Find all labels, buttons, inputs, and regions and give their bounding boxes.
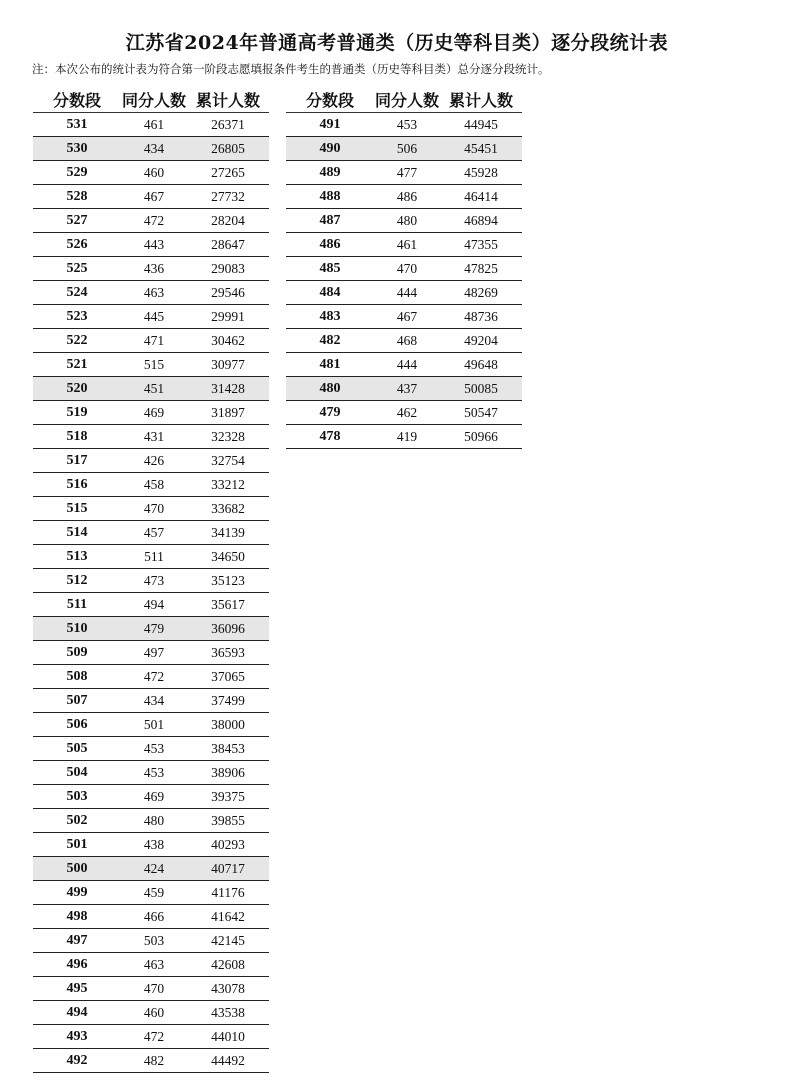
cumulative-cell: 38000	[187, 713, 269, 737]
score-cell: 481	[286, 353, 374, 377]
same-count-cell: 515	[121, 353, 187, 377]
table-row	[33, 353, 269, 377]
cumulative-cell: 40293	[187, 833, 269, 857]
score-cell: 488	[286, 185, 374, 209]
score-cell: 511	[33, 593, 121, 617]
score-cell: 526	[33, 233, 121, 257]
cumulative-cell: 49648	[440, 353, 522, 377]
table-row	[33, 425, 269, 449]
score-cell: 501	[33, 833, 121, 857]
cumulative-cell: 50547	[440, 401, 522, 425]
score-cell: 499	[33, 881, 121, 905]
cumulative-cell: 39855	[187, 809, 269, 833]
same-count-cell: 438	[121, 833, 187, 857]
score-cell: 500	[33, 857, 121, 881]
score-table-right	[286, 86, 522, 449]
score-cell: 493	[33, 1025, 121, 1049]
same-count-cell: 460	[121, 1001, 187, 1025]
same-count-cell: 460	[121, 161, 187, 185]
cumulative-cell: 44492	[187, 1049, 269, 1073]
same-count-cell: 466	[121, 905, 187, 929]
same-count-cell: 470	[121, 497, 187, 521]
table-row	[286, 353, 522, 377]
same-count-cell: 453	[121, 737, 187, 761]
same-count-cell: 494	[121, 593, 187, 617]
cumulative-cell: 46414	[440, 185, 522, 209]
table-row	[33, 833, 269, 857]
score-cell: 530	[33, 137, 121, 161]
cumulative-cell: 49204	[440, 329, 522, 353]
same-count-cell: 463	[121, 953, 187, 977]
cumulative-cell: 28204	[187, 209, 269, 233]
cumulative-cell: 31897	[187, 401, 269, 425]
score-cell: 521	[33, 353, 121, 377]
same-count-cell: 419	[374, 425, 440, 449]
score-cell: 513	[33, 545, 121, 569]
score-cell: 489	[286, 161, 374, 185]
score-cell: 514	[33, 521, 121, 545]
same-count-cell: 470	[374, 257, 440, 281]
cumulative-cell: 30977	[187, 353, 269, 377]
same-count-cell: 434	[121, 137, 187, 161]
same-count-cell: 506	[374, 137, 440, 161]
same-count-cell: 461	[121, 113, 187, 137]
score-cell: 531	[33, 113, 121, 137]
table-row	[33, 617, 269, 641]
score-cell: 506	[33, 713, 121, 737]
table-row	[33, 209, 269, 233]
table-row	[286, 113, 522, 137]
same-count-cell: 434	[121, 689, 187, 713]
table-row	[33, 473, 269, 497]
same-count-cell: 451	[121, 377, 187, 401]
cumulative-cell: 43078	[187, 977, 269, 1001]
same-count-cell: 477	[374, 161, 440, 185]
table-row	[286, 137, 522, 161]
table-row	[33, 1001, 269, 1025]
same-count-cell: 431	[121, 425, 187, 449]
same-count-cell: 480	[121, 809, 187, 833]
table-header-row	[286, 86, 522, 113]
table-row	[33, 1049, 269, 1073]
score-cell: 508	[33, 665, 121, 689]
score-cell: 516	[33, 473, 121, 497]
header-cumulative: 累计人数	[187, 86, 269, 113]
score-cell: 528	[33, 185, 121, 209]
score-cell: 504	[33, 761, 121, 785]
header-score: 分数段	[286, 86, 374, 113]
same-count-cell: 501	[121, 713, 187, 737]
same-count-cell: 482	[121, 1049, 187, 1073]
score-cell: 497	[33, 929, 121, 953]
cumulative-cell: 48269	[440, 281, 522, 305]
table-row	[33, 881, 269, 905]
cumulative-cell: 29991	[187, 305, 269, 329]
header-cumulative: 累计人数	[440, 86, 522, 113]
cumulative-cell: 26805	[187, 137, 269, 161]
same-count-cell: 459	[121, 881, 187, 905]
cumulative-cell: 37065	[187, 665, 269, 689]
same-count-cell: 458	[121, 473, 187, 497]
table-note: 注：本次公布的统计表为符合第一阶段志愿填报条件考生的普通类（历史等科目类）总分逐分段统计。	[32, 62, 550, 76]
cumulative-cell: 48736	[440, 305, 522, 329]
cumulative-cell: 34139	[187, 521, 269, 545]
score-cell: 522	[33, 329, 121, 353]
cumulative-cell: 44010	[187, 1025, 269, 1049]
score-cell: 478	[286, 425, 374, 449]
score-cell: 480	[286, 377, 374, 401]
same-count-cell: 467	[121, 185, 187, 209]
score-cell: 512	[33, 569, 121, 593]
score-cell: 524	[33, 281, 121, 305]
table-row	[33, 1025, 269, 1049]
table-row	[33, 689, 269, 713]
table-row	[33, 905, 269, 929]
cumulative-cell: 50966	[440, 425, 522, 449]
table-row	[33, 593, 269, 617]
score-cell: 484	[286, 281, 374, 305]
cumulative-cell: 42145	[187, 929, 269, 953]
table-row	[33, 713, 269, 737]
score-cell: 495	[33, 977, 121, 1001]
score-cell: 483	[286, 305, 374, 329]
same-count-cell: 453	[121, 761, 187, 785]
same-count-cell: 437	[374, 377, 440, 401]
score-cell: 520	[33, 377, 121, 401]
score-cell: 507	[33, 689, 121, 713]
score-cell: 509	[33, 641, 121, 665]
table-row	[33, 497, 269, 521]
table-row	[286, 161, 522, 185]
table-row	[33, 281, 269, 305]
table-row	[33, 329, 269, 353]
score-cell: 527	[33, 209, 121, 233]
score-cell: 496	[33, 953, 121, 977]
table-row	[286, 209, 522, 233]
table-row	[286, 425, 522, 449]
table-row	[33, 137, 269, 161]
score-cell: 510	[33, 617, 121, 641]
cumulative-cell: 27265	[187, 161, 269, 185]
table-row	[286, 233, 522, 257]
header-score: 分数段	[33, 86, 121, 113]
same-count-cell: 461	[374, 233, 440, 257]
table-row	[286, 257, 522, 281]
same-count-cell: 445	[121, 305, 187, 329]
same-count-cell: 444	[374, 281, 440, 305]
table-row	[33, 521, 269, 545]
cumulative-cell: 32754	[187, 449, 269, 473]
cumulative-cell: 36096	[187, 617, 269, 641]
cumulative-cell: 33212	[187, 473, 269, 497]
cumulative-cell: 37499	[187, 689, 269, 713]
cumulative-cell: 42608	[187, 953, 269, 977]
cumulative-cell: 28647	[187, 233, 269, 257]
table-row	[33, 305, 269, 329]
table-row	[33, 761, 269, 785]
same-count-cell: 426	[121, 449, 187, 473]
cumulative-cell: 41176	[187, 881, 269, 905]
score-cell: 490	[286, 137, 374, 161]
score-table-left	[33, 86, 269, 1073]
score-cell: 523	[33, 305, 121, 329]
score-cell: 492	[33, 1049, 121, 1073]
header-same-count: 同分人数	[374, 86, 440, 113]
table-row	[33, 809, 269, 833]
score-cell: 505	[33, 737, 121, 761]
same-count-cell: 436	[121, 257, 187, 281]
table-row	[286, 401, 522, 425]
table-row	[33, 977, 269, 1001]
table-row	[33, 113, 269, 137]
cumulative-cell: 50085	[440, 377, 522, 401]
score-cell: 525	[33, 257, 121, 281]
table-row	[286, 185, 522, 209]
same-count-cell: 503	[121, 929, 187, 953]
score-cell: 529	[33, 161, 121, 185]
same-count-cell: 472	[121, 209, 187, 233]
cumulative-cell: 47355	[440, 233, 522, 257]
table-row	[33, 737, 269, 761]
same-count-cell: 469	[121, 785, 187, 809]
same-count-cell: 457	[121, 521, 187, 545]
cumulative-cell: 39375	[187, 785, 269, 809]
table-row	[286, 329, 522, 353]
cumulative-cell: 44945	[440, 113, 522, 137]
same-count-cell: 480	[374, 209, 440, 233]
page-title: 江苏省2024年普通高考普通类（历史等科目类）逐分段统计表	[125, 32, 669, 54]
table-row	[33, 233, 269, 257]
same-count-cell: 470	[121, 977, 187, 1001]
cumulative-cell: 47825	[440, 257, 522, 281]
score-cell: 487	[286, 209, 374, 233]
table-header-row	[33, 86, 269, 113]
table-row	[286, 377, 522, 401]
table-row	[33, 785, 269, 809]
same-count-cell: 462	[374, 401, 440, 425]
table-row	[33, 929, 269, 953]
same-count-cell: 424	[121, 857, 187, 881]
table-row	[286, 281, 522, 305]
score-cell: 494	[33, 1001, 121, 1025]
cumulative-cell: 33682	[187, 497, 269, 521]
cumulative-cell: 45928	[440, 161, 522, 185]
cumulative-cell: 43538	[187, 1001, 269, 1025]
cumulative-cell: 29083	[187, 257, 269, 281]
score-cell: 503	[33, 785, 121, 809]
table-row	[33, 953, 269, 977]
same-count-cell: 467	[374, 305, 440, 329]
cumulative-cell: 29546	[187, 281, 269, 305]
same-count-cell: 453	[374, 113, 440, 137]
same-count-cell: 471	[121, 329, 187, 353]
score-cell: 479	[286, 401, 374, 425]
table-row	[33, 377, 269, 401]
score-cell: 485	[286, 257, 374, 281]
score-cell: 519	[33, 401, 121, 425]
cumulative-cell: 38906	[187, 761, 269, 785]
cumulative-cell: 34650	[187, 545, 269, 569]
same-count-cell: 486	[374, 185, 440, 209]
cumulative-cell: 35617	[187, 593, 269, 617]
same-count-cell: 444	[374, 353, 440, 377]
same-count-cell: 443	[121, 233, 187, 257]
table-row	[33, 401, 269, 425]
same-count-cell: 468	[374, 329, 440, 353]
cumulative-cell: 35123	[187, 569, 269, 593]
table-row	[33, 641, 269, 665]
same-count-cell: 463	[121, 281, 187, 305]
same-count-cell: 472	[121, 665, 187, 689]
cumulative-cell: 30462	[187, 329, 269, 353]
same-count-cell: 497	[121, 641, 187, 665]
cumulative-cell: 46894	[440, 209, 522, 233]
table-row	[33, 449, 269, 473]
score-cell: 515	[33, 497, 121, 521]
score-cell: 517	[33, 449, 121, 473]
cumulative-cell: 45451	[440, 137, 522, 161]
score-cell: 518	[33, 425, 121, 449]
table-row	[33, 161, 269, 185]
score-cell: 491	[286, 113, 374, 137]
cumulative-cell: 32328	[187, 425, 269, 449]
same-count-cell: 469	[121, 401, 187, 425]
cumulative-cell: 31428	[187, 377, 269, 401]
table-row	[33, 545, 269, 569]
cumulative-cell: 40717	[187, 857, 269, 881]
table-row	[33, 857, 269, 881]
table-row	[33, 665, 269, 689]
header-same-count: 同分人数	[121, 86, 187, 113]
table-row	[33, 569, 269, 593]
same-count-cell: 472	[121, 1025, 187, 1049]
cumulative-cell: 41642	[187, 905, 269, 929]
table-row	[33, 257, 269, 281]
cumulative-cell: 38453	[187, 737, 269, 761]
score-cell: 502	[33, 809, 121, 833]
same-count-cell: 479	[121, 617, 187, 641]
table-row	[33, 185, 269, 209]
cumulative-cell: 36593	[187, 641, 269, 665]
score-cell: 486	[286, 233, 374, 257]
cumulative-cell: 26371	[187, 113, 269, 137]
table-row	[286, 305, 522, 329]
same-count-cell: 473	[121, 569, 187, 593]
score-cell: 482	[286, 329, 374, 353]
same-count-cell: 511	[121, 545, 187, 569]
score-cell: 498	[33, 905, 121, 929]
cumulative-cell: 27732	[187, 185, 269, 209]
